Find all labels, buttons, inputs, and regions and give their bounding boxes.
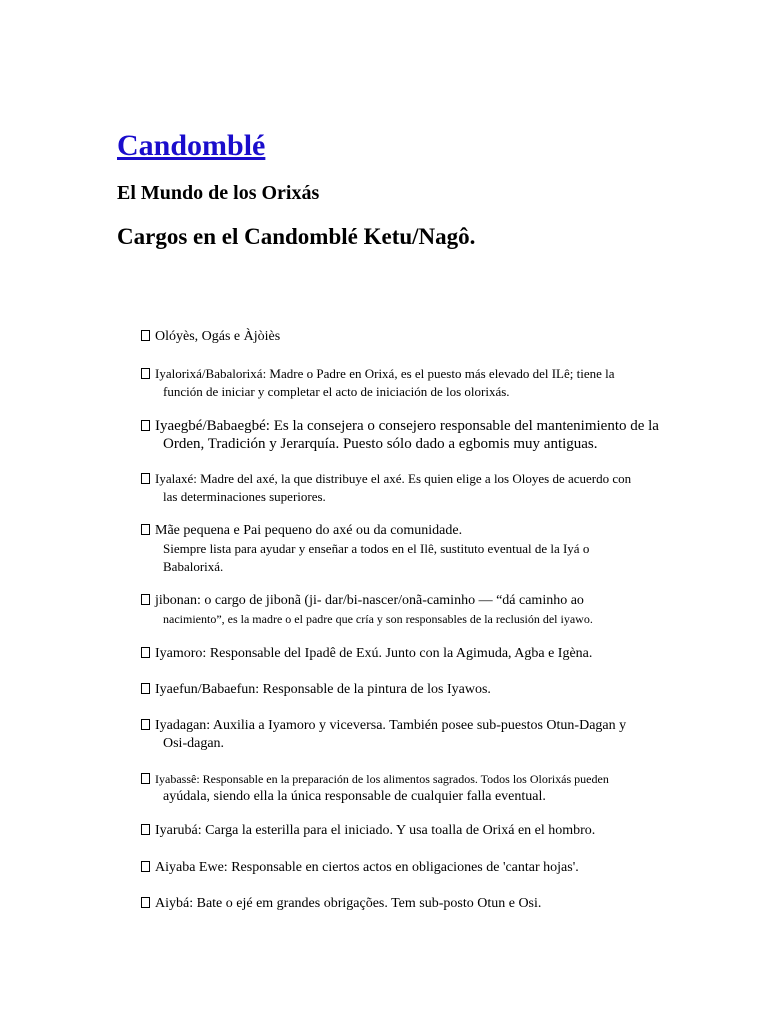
list-item-text: Babalorixá. <box>163 559 224 574</box>
bullet-icon <box>141 824 150 835</box>
list-item-text: nacimiento”, es la madre o el padre que cría y son responsables de la reclusión del iyawo. <box>163 612 593 626</box>
list-item-text: jibonan: o cargo de jibonã (ji- dar/bi-nascer/onã-caminho — “dá caminho ao <box>155 593 584 608</box>
bullet-icon <box>141 897 150 908</box>
list-item <box>141 522 681 576</box>
bullet-icon <box>141 683 150 694</box>
list-item-text: Osi-dagan. <box>163 736 225 751</box>
list-item <box>141 717 681 753</box>
list-item-text: Iyalorixá/Babalorixá: Madre o Padre en Orixá, es el puesto más elevado del ILê; tiene la <box>155 366 615 381</box>
bullet-icon <box>141 368 150 379</box>
bullet-icon <box>141 473 150 484</box>
list-item <box>141 365 681 401</box>
bullet-icon <box>141 594 150 605</box>
list-item-text: Iyaegbé/Babaegbé: Es la consejera o consejero responsable del mantenimiento de la <box>155 418 659 434</box>
list-item <box>141 328 681 346</box>
list-item-text: ayúdala, siendo ella la única responsable de cualquier falla eventual. <box>163 789 546 804</box>
list-item <box>141 470 681 506</box>
list-item-text: Olóyès, Ogás e Àjòiès <box>155 329 281 344</box>
document-subtitle: El Mundo de los Orixás <box>117 182 320 204</box>
bullet-icon <box>141 524 150 535</box>
list-item-text: Aiybá: Bate o ejé em grandes obrigações. Tem sub-posto Otun e Osi. <box>155 896 542 911</box>
bullet-icon <box>141 773 150 784</box>
list-item-text: Orden, Tradición y Jerarquía. Puesto sólo dado a egbomis muy antiguas. <box>163 436 598 452</box>
document-title-link[interactable]: Candomblé <box>117 129 266 162</box>
list-item <box>141 417 681 453</box>
list-item-text: Iyadagan: Auxilia a Iyamoro y viceversa. También posee sub-puestos Otun-Dagan y <box>155 718 627 733</box>
bullet-icon <box>141 861 150 872</box>
list-item-text: Iyalaxé: Madre del axé, la que distribuye el axé. Es quien elige a los Oloyes de acuerdo con <box>155 471 632 486</box>
list-item-text: Iyabassê: Responsable en la preparación de los alimentos sagrados. Todos los Olorixás pueden <box>155 772 609 786</box>
list-item-text: Siempre lista para ayudar y enseñar a todos en el Ilê, sustituto eventual de la Iyá o <box>163 541 590 556</box>
bullet-icon <box>141 647 150 658</box>
list-item <box>141 681 681 699</box>
list-item-text: Aiyaba Ewe: Responsable en ciertos actos en obligaciones de 'cantar hojas'. <box>155 860 579 875</box>
bullet-icon <box>141 719 150 730</box>
list-item-text: Iyarubá: Carga la esterilla para el iniciado. Y usa toalla de Orixá en el hombro. <box>155 823 596 838</box>
list-item <box>141 895 681 913</box>
list-item-text: función de iniciar y completar el acto de iniciación de los olorixás. <box>163 384 510 399</box>
bullet-icon <box>141 420 150 431</box>
list-item-text: Mãe pequena e Pai pequeno do axé ou da comunidade. <box>155 523 463 538</box>
list-item <box>141 859 681 877</box>
list-item <box>141 645 681 663</box>
list-item-text: Iyamoro: Responsable del Ipadê de Exú. Junto con la Agimuda, Agba e Igèna. <box>155 646 593 661</box>
list-item-text: las determinaciones superiores. <box>163 489 326 504</box>
bullet-icon <box>141 330 150 341</box>
list-item <box>141 592 681 628</box>
list-item <box>141 770 681 806</box>
section-heading: Cargos en el Candomblé Ketu/Nagô. <box>117 224 476 249</box>
list-item-text: Iyaefun/Babaefun: Responsable de la pintura de los Iyawos. <box>155 682 491 697</box>
list-item <box>141 822 681 840</box>
